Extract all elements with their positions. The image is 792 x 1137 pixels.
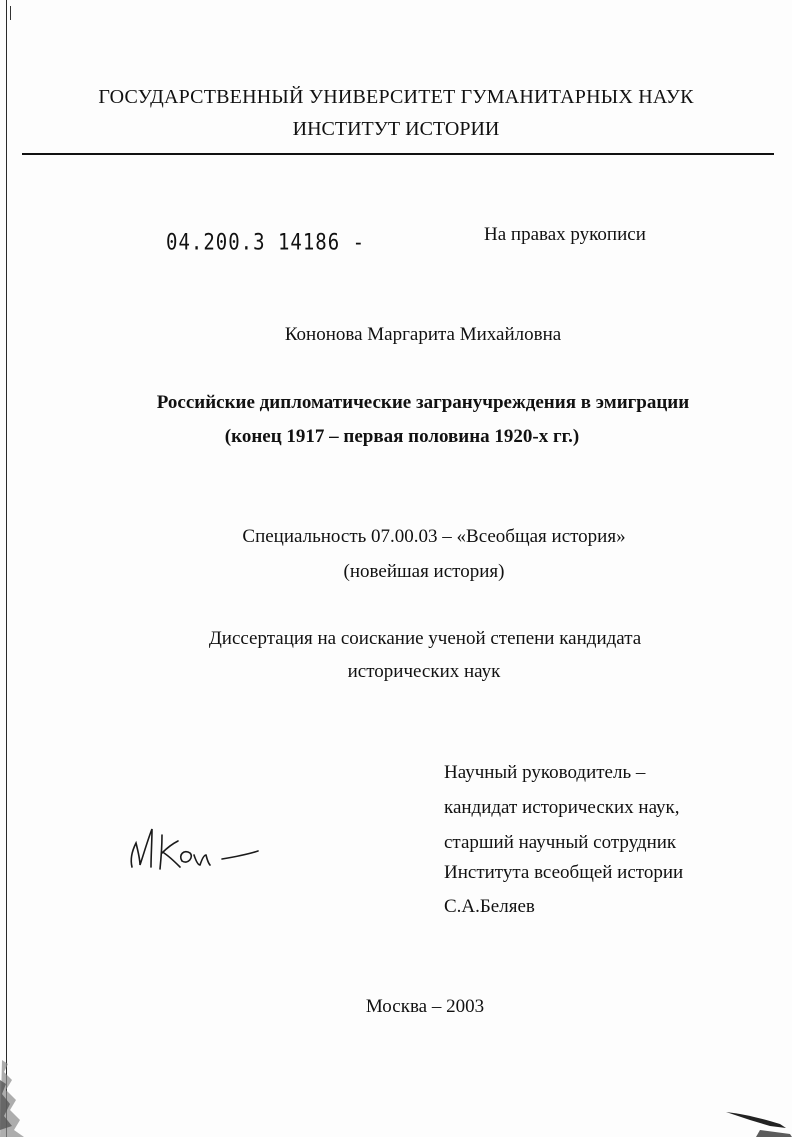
supervisor-line: Института всеобщей истории (444, 862, 684, 883)
scan-noise (720, 1100, 792, 1137)
university-name: ГОСУДАРСТВЕННЫЙ УНИВЕРСИТЕТ ГУМАНИТАРНЫХ НАУК (98, 86, 694, 108)
city-year: Москва – 2003 (365, 996, 485, 1017)
institute-name: ИНСТИТУТ ИСТОРИИ (292, 118, 500, 140)
scan-mark (10, 6, 11, 20)
author-name: Кононова Маргарита Михайловна (284, 324, 562, 345)
handwritten-signature-icon (118, 815, 268, 885)
dissertation-title-line-1: Российские дипломатические загранучреждения в эмиграции (156, 392, 690, 413)
dissertation-title-line-2: (конец 1917 – первая половина 1920-х гг.) (224, 426, 580, 447)
supervisor-name: С.А.Беляев (444, 896, 535, 917)
specialty-line-2: (новейшая история) (343, 561, 505, 582)
scan-noise (0, 1050, 40, 1137)
rights-note: На правах рукописи (484, 224, 646, 245)
supervisor-line: кандидат исторических наук, (444, 797, 680, 818)
registration-number: 04.200.3 14186 - (166, 230, 366, 256)
header-divider (22, 153, 774, 155)
supervisor-line: старший научный сотрудник (444, 832, 677, 853)
specialty-line-1: Специальность 07.00.03 – «Всеобщая история» (242, 526, 626, 547)
degree-line-1: Диссертация на соискание ученой степени кандидата (208, 628, 642, 649)
supervisor-line: Научный руководитель – (444, 762, 646, 783)
degree-line-2: исторических наук (347, 661, 501, 682)
